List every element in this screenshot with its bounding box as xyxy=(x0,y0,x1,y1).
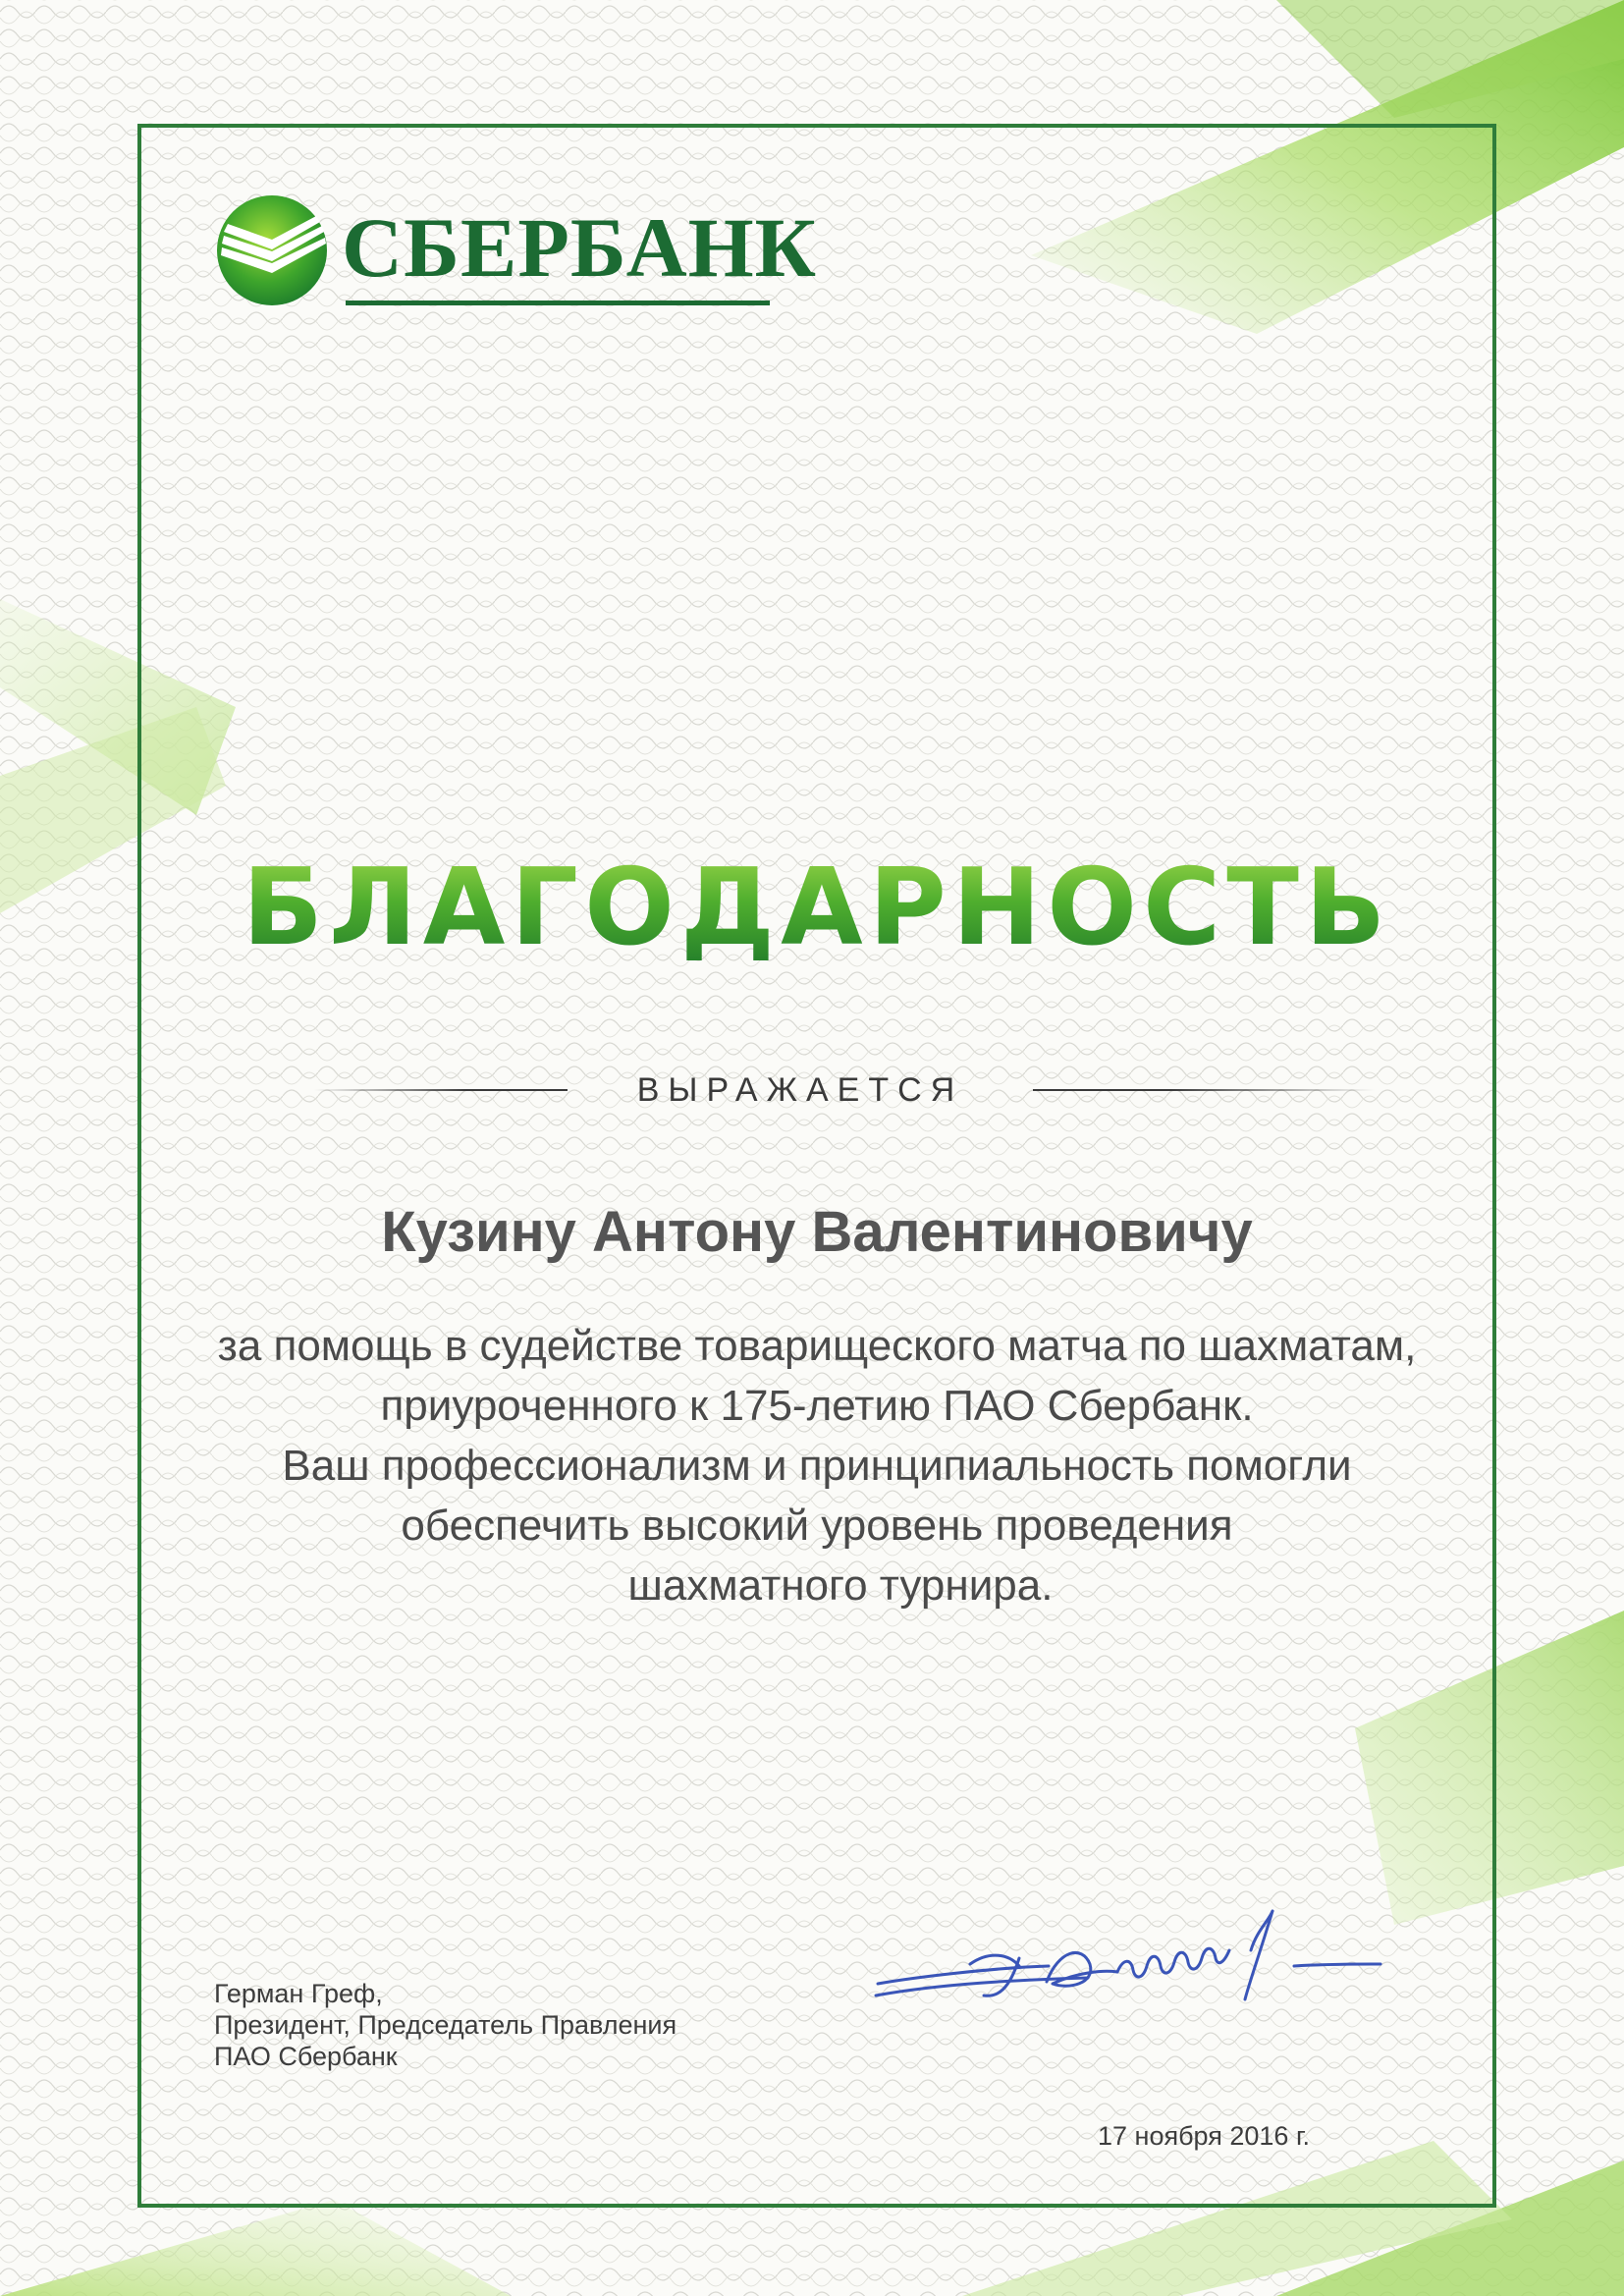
sberbank-logo-icon xyxy=(214,192,330,308)
divider-left xyxy=(314,1089,568,1091)
certificate-title: БЛАГОДАРНОСТЬ xyxy=(137,845,1496,972)
gratitude-line: шахматного турнира. xyxy=(627,1561,1054,1610)
gratitude-line: за помощь в судействе товарищеского матча по шахматам, xyxy=(217,1322,1417,1370)
recipient-name: Кузину Антону Валентиновичу xyxy=(381,1200,1253,1264)
issue-date: 17 ноября 2016 г. xyxy=(1098,2121,1310,2151)
signer-block xyxy=(214,1978,677,2072)
gratitude-text xyxy=(137,1316,1496,1615)
expressed-row xyxy=(314,1061,1375,1120)
signer-name: Герман Греф, xyxy=(214,1979,383,2008)
divider-right xyxy=(1033,1089,1375,1091)
handwritten-signature xyxy=(872,1882,1382,2019)
gratitude-line: Ваш профессионализм и принципиальность помогли xyxy=(282,1442,1352,1490)
signer-company: ПАО Сбербанк xyxy=(214,2042,398,2071)
signer-position: Президент, Председатель Правления xyxy=(214,2010,677,2040)
expressed-label: ВЫРАЖАЕТСЯ xyxy=(636,1071,964,1109)
gratitude-line: обеспечить высокий уровень проведения xyxy=(401,1502,1233,1550)
logo-underline xyxy=(346,301,770,305)
sberbank-logo xyxy=(214,192,817,320)
gratitude-line: приуроченного к 175-летию ПАО Сбербанк. xyxy=(380,1382,1254,1430)
logo-text: СБЕРБАНК xyxy=(342,200,817,295)
